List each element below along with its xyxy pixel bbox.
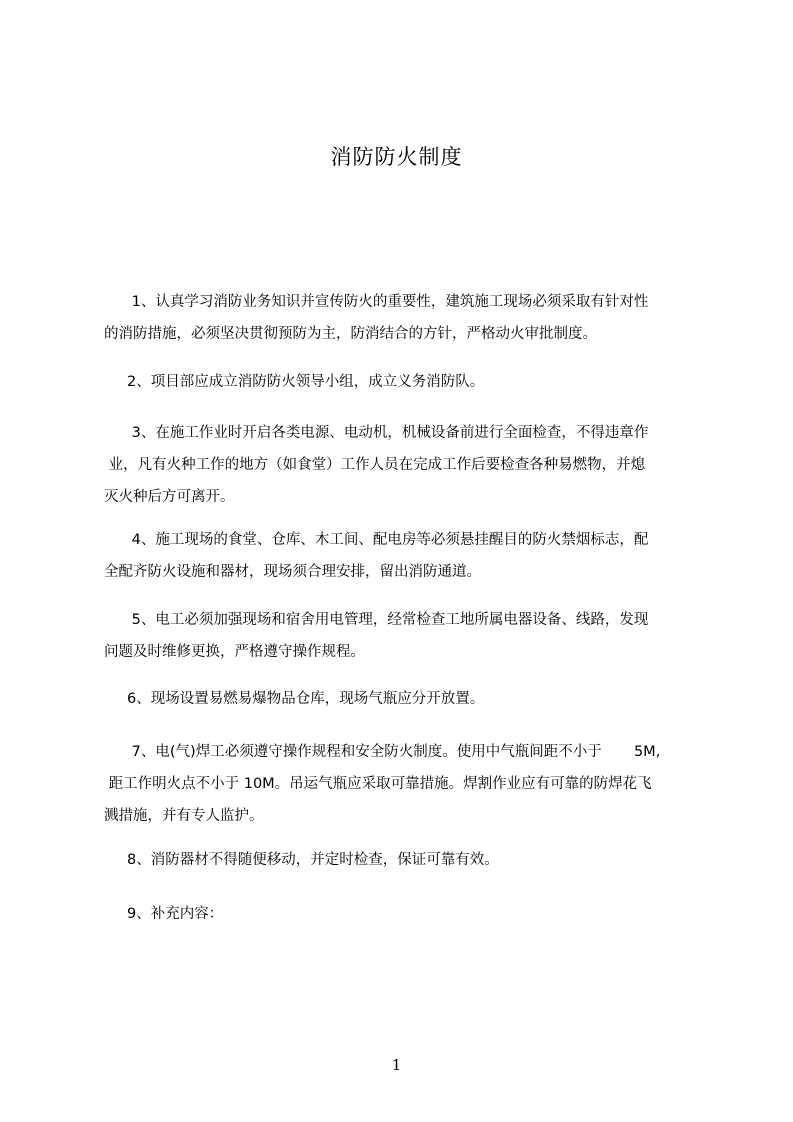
paragraph-line: 全配齐防火设施和器材，现场须合理安排，留出消防通道。	[104, 564, 481, 580]
paragraph-line: 5、电工必须加强现场和宿舍用电管理，经常检查工地所属电器设备、线路，发现	[104, 612, 649, 628]
paragraph-3	[104, 417, 714, 513]
paragraph-4	[104, 524, 714, 588]
paragraph-2	[104, 366, 714, 398]
paragraph-line: 1、认真学习消防业务知识并宣传防火的重要性，建筑施工现场必须采取有针对性	[104, 294, 649, 310]
paragraph-line: 9、补充内容：	[104, 906, 224, 922]
paragraph-line: 6、现场设置易燃易爆物品仓库，现场气瓶应分开放置。	[104, 691, 485, 707]
paragraph-line: 问题及时维修更换，严格遵守操作规程。	[104, 644, 365, 660]
paragraph-line: 距工作明火点不小于 10M。吊运气瓶应采取可靠措施。焊割作业应有可靠的防焊花飞	[104, 776, 652, 792]
page-number: 1	[391, 1056, 402, 1074]
paragraph-6	[104, 683, 714, 715]
paragraph-7	[104, 736, 714, 832]
paragraph-line: 2、项目部应成立消防防火领导小组，成立义务消防队。	[104, 374, 485, 390]
paragraph-5	[104, 604, 714, 668]
paragraph-line: 业，凡有火种工作的地方（如食堂）工作人员在完成工作后要检查各种易燃物，并熄	[104, 457, 646, 473]
paragraph-line: 8、消防器材不得随便移动，并定时检查，保证可靠有效。	[104, 852, 499, 868]
document-title: 消防防火制度	[330, 145, 463, 169]
paragraph-line: 的消防措施，必须坚决贯彻预防为主，防消结合的方针，严格动火审批制度。	[104, 326, 597, 342]
paragraph-line: 溅措施，并有专人监护。	[104, 808, 264, 824]
paragraph-line: 7、电(气)焊工必须遵守操作规程和安全防火制度。使用中气瓶间距不小于 5M,	[104, 744, 661, 760]
paragraph-9	[104, 898, 714, 930]
paragraph-8	[104, 844, 714, 876]
paragraph-line: 4、施工现场的食堂、仓库、木工间、配电房等必须悬挂醒目的防火禁烟标志，配	[104, 532, 649, 548]
paragraph-line: 灭火种后方可离开。	[104, 489, 235, 505]
paragraph-line: 3、在施工作业时开启各类电源、电动机，机械设备前进行全面检查，不得违章作	[104, 425, 649, 441]
paragraph-1	[104, 286, 714, 350]
